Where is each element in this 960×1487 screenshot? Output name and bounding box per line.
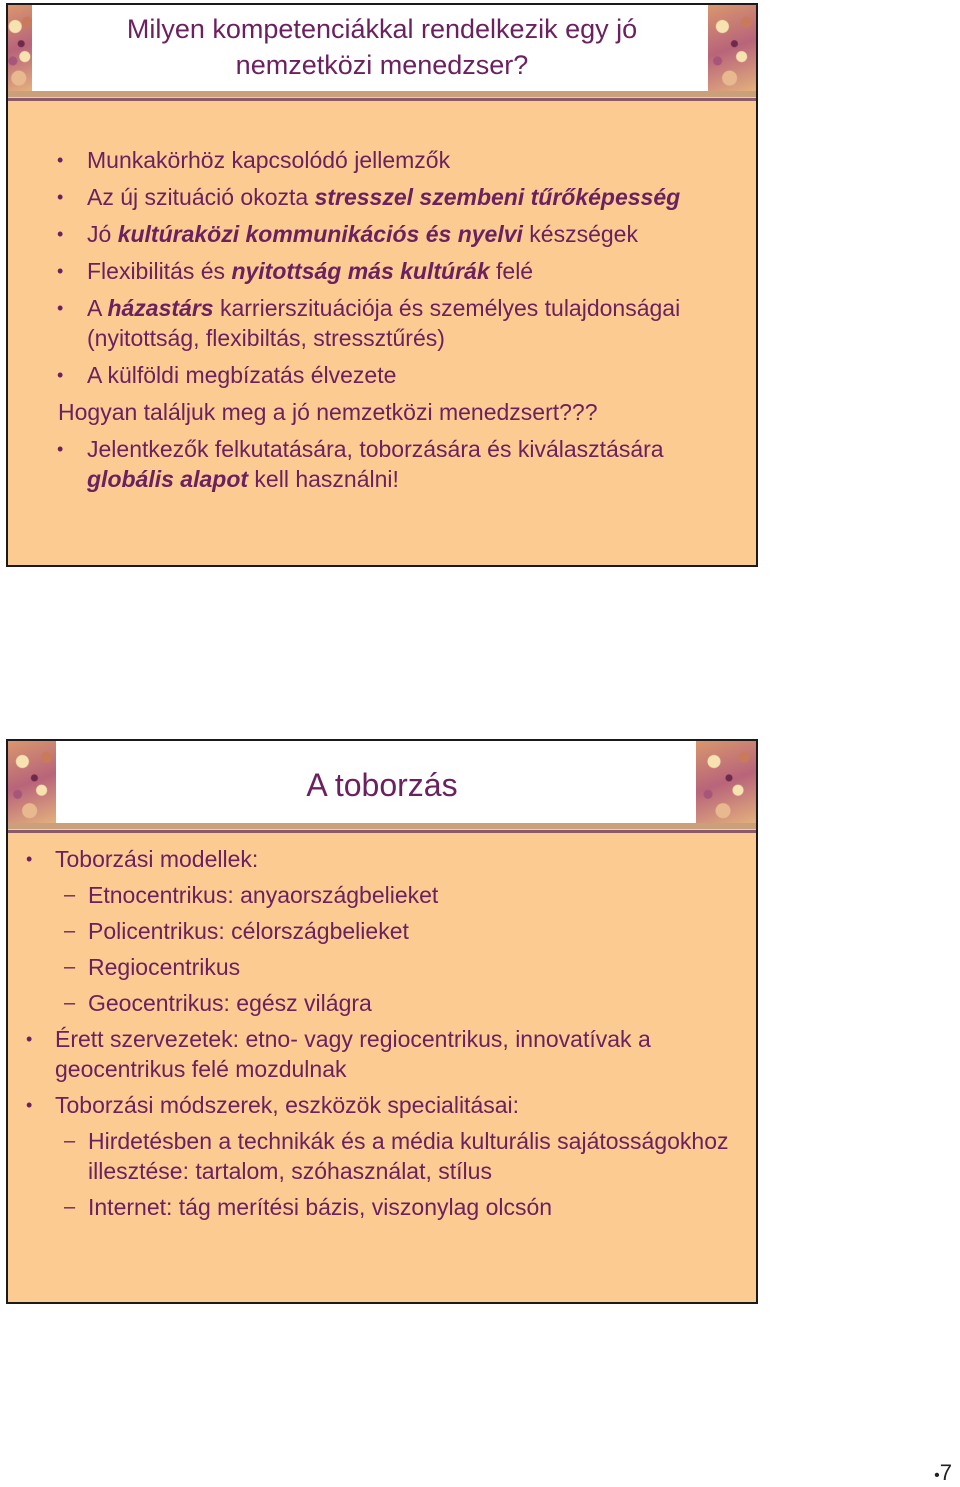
bullet-marker: • — [57, 298, 64, 318]
highlight-text: házastárs — [107, 295, 214, 321]
page-number — [934, 1460, 952, 1486]
item-text: Internet: tág merítési bázis, viszonylag olcsón — [88, 1194, 553, 1220]
item-text: kell használni! — [248, 466, 399, 492]
item-text: Flexibilitás és — [87, 258, 232, 284]
item-text: Etnocentrikus: anyaországbelieket — [88, 882, 439, 908]
item-text: Geocentrikus: egész világra — [88, 990, 372, 1016]
list-item — [8, 182, 756, 212]
bullet-marker: • — [57, 365, 64, 385]
item-text: Regiocentrikus — [88, 954, 241, 980]
dash-marker: – — [64, 992, 76, 1014]
ornament-image — [696, 741, 756, 823]
list-subitem — [8, 880, 756, 910]
bullet-marker: • — [57, 224, 64, 244]
slide-2 — [6, 739, 758, 1304]
list-item — [8, 844, 756, 874]
list-item — [8, 293, 756, 353]
bullet-marker: • — [26, 1095, 33, 1115]
list-item — [8, 219, 756, 249]
item-text: Munkakörhöz kapcsolódó jellemzők — [87, 147, 451, 173]
list-item — [8, 1024, 756, 1084]
slide-title: Milyen kompetenciákkal rendelkezik egy jó nemzetközi menedzser? — [126, 14, 638, 80]
list-subitem — [8, 916, 756, 946]
list-item — [8, 360, 756, 390]
list-subitem — [8, 952, 756, 982]
dash-marker: – — [64, 884, 76, 906]
list-item — [8, 1090, 756, 1120]
list-item — [8, 434, 756, 494]
item-text: felé — [489, 258, 534, 284]
item-text: Érett szervezetek: etno- vagy regiocentrikus, innovatívak a geocentrikus felé mozdulnak — [55, 1026, 651, 1082]
dash-marker: – — [64, 920, 76, 942]
dash-marker: – — [64, 1130, 76, 1152]
item-text: Policentrikus: célországbelieket — [88, 918, 409, 944]
item-text: Jelentkezők felkutatására, toborzására és kiválasztására — [87, 436, 664, 462]
dash-marker: – — [64, 956, 76, 978]
list-subitem — [8, 988, 756, 1018]
title-bar — [8, 741, 756, 829]
slide-body — [8, 844, 756, 1228]
highlight-text: stresszel szembeni tűrőképesség — [314, 184, 681, 210]
item-text: Jó — [87, 221, 118, 247]
page-number-bullet: • — [934, 1467, 940, 1484]
item-text: Hirdetésben a technikák és a média kulturális sajátosságokhoz illesztése: tartalom, szóhasználat, stílus — [88, 1128, 729, 1184]
dash-marker: – — [64, 1196, 76, 1218]
bullet-marker: • — [26, 1029, 33, 1049]
bullet-marker: • — [57, 439, 64, 459]
highlight-text: globális alapot — [87, 466, 249, 492]
highlight-text: nyitottság más kultúrák — [231, 258, 490, 284]
page-number-value: 7 — [939, 1460, 952, 1485]
item-text: Hogyan találjuk meg a jó nemzetközi menedzsert??? — [58, 399, 598, 425]
list-item — [8, 256, 756, 286]
ornament-image — [708, 5, 756, 91]
list-item-heading — [8, 397, 756, 427]
item-text: Az új szituáció okozta — [87, 184, 315, 210]
bullet-marker: • — [57, 261, 64, 281]
title-bar — [8, 5, 756, 97]
list-subitem — [8, 1126, 756, 1186]
item-text: A külföldi megbízatás élvezete — [87, 362, 397, 388]
list-item — [8, 145, 756, 175]
bullet-marker: • — [57, 150, 64, 170]
item-text: Toborzási modellek: — [55, 846, 259, 872]
item-text: A — [87, 295, 108, 321]
list-subitem — [8, 1192, 756, 1222]
ornament-image — [8, 5, 32, 91]
item-text: Toborzási módszerek, eszközök specialitásai: — [55, 1092, 520, 1118]
bullet-marker: • — [26, 849, 33, 869]
item-text: karrierszituációja és személyes tulajdonságai (nyitottság, flexibiltás, stressztűrés) — [87, 295, 681, 351]
bullet-marker: • — [57, 187, 64, 207]
highlight-text: kultúraközi kommunikációs és nyelvi — [117, 221, 523, 247]
slide-title: A toborzás — [306, 767, 458, 803]
ornament-image — [8, 741, 56, 823]
slide-body — [8, 145, 756, 501]
slide-1 — [6, 3, 758, 567]
item-text: készségek — [522, 221, 638, 247]
